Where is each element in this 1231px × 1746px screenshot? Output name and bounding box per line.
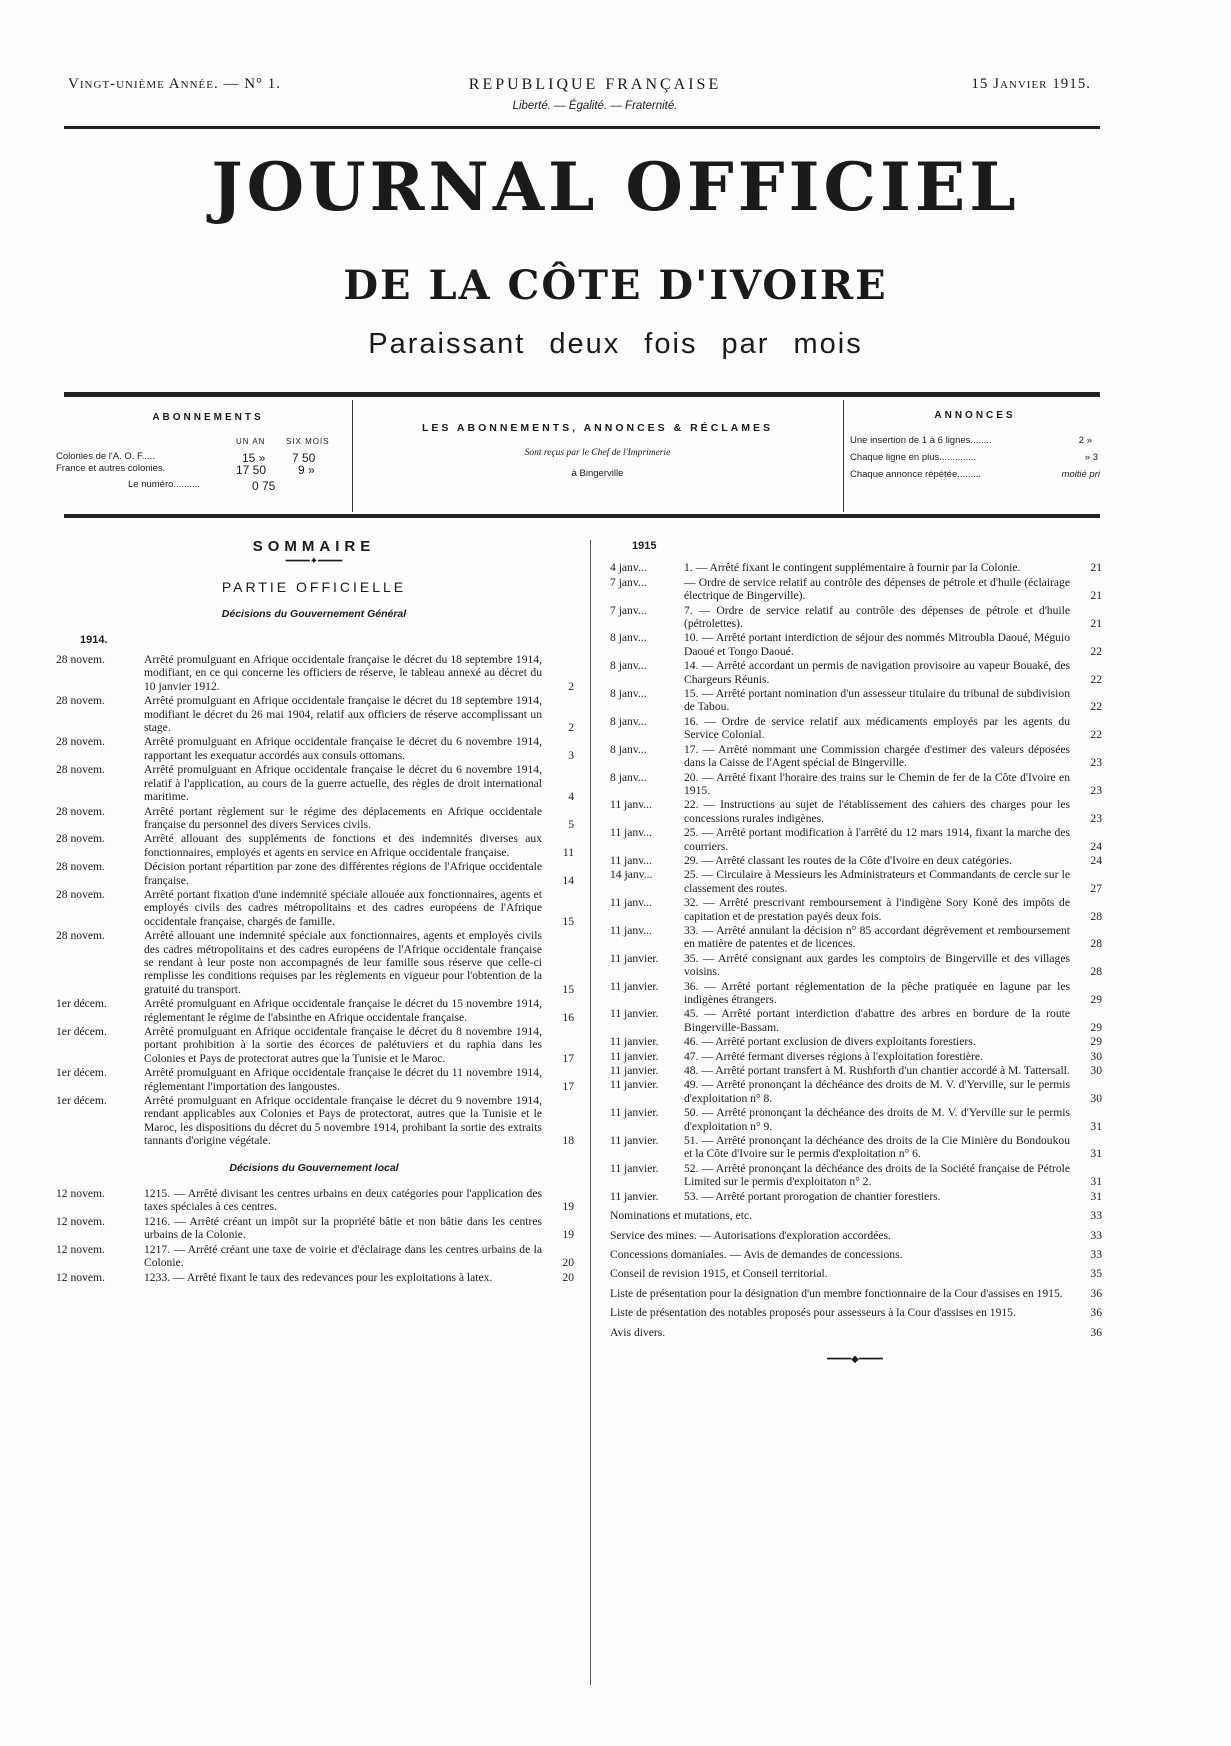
- abonnements-panel: [56, 412, 352, 493]
- entry-text: Arrêté promulguant en Afrique occidentale française le décret du 6 novembre 1914, relatif à l'application, au cours de la guerre actuelle, des règles de droit international maritime.: [144, 763, 542, 804]
- sommaire-entry: [610, 659, 1100, 686]
- issue-date: 15 Janvier 1915.: [971, 76, 1091, 92]
- entry-date: 12 novem.: [56, 1187, 105, 1201]
- entry-page: 22: [1090, 728, 1102, 742]
- sommaire-entry: [610, 896, 1100, 923]
- entry-date: 28 novem.: [56, 735, 105, 749]
- entry-date: 12 novem.: [56, 1214, 105, 1228]
- annonces-panel: [850, 410, 1100, 483]
- entry-page: 33: [1090, 1228, 1102, 1242]
- entry-date: 8 janv...: [610, 659, 647, 673]
- sommaire-entry: [610, 1162, 1100, 1189]
- entry-page: 2: [568, 721, 574, 735]
- entry-page: 19: [562, 1200, 574, 1214]
- sommaire-entry: [610, 1306, 1100, 1319]
- issue-number: Vingt-unième Année. — N° 1.: [68, 76, 282, 92]
- sommaire-entry: [610, 868, 1100, 895]
- sommaire-entry: [56, 763, 572, 803]
- entry-text: 25. — Arrêté portant modification à l'arrêté du 12 mars 1914, fixant la marche des courriers.: [684, 826, 1070, 853]
- entry-date: 11 janvier.: [610, 1134, 659, 1148]
- entry-text: 32. — Arrêté prescrivant remboursement à l'indigène Sory Koné des impôts de capitation et de prestation payés deux fois.: [684, 896, 1070, 923]
- sommaire-entry: [610, 1078, 1100, 1105]
- entry-page: 29: [1090, 1020, 1102, 1034]
- entry-text: Concessions domaniales. — Avis de demandes de concessions.: [610, 1247, 903, 1261]
- entry-date: 28 novem.: [56, 694, 105, 708]
- entry-page: 16: [562, 1010, 574, 1024]
- entry-page: 23: [1090, 811, 1102, 825]
- entry-text: 17. — Arrêté nommant une Commission chargée d'estimer des valeurs déposées dans la Caisse de l'Agent spécial de Bingerville.: [684, 742, 1070, 770]
- end-ornament: ━━━━◆━━━━: [827, 1353, 883, 1365]
- entry-page: 14: [562, 873, 574, 887]
- sommaire-entry: [610, 1267, 1100, 1280]
- entry-text: 1. — Arrêté fixant le contingent supplémentaire à fournir par la Colonie.: [684, 561, 1021, 575]
- entry-page: 30: [1090, 1091, 1102, 1105]
- entry-text: Arrêté promulguant en Afrique occidentale française le décret du 18 septembre 1914, modifiant, en ce qui concerne les officiers de réserve, le tableau annexé au décret du 10 janvier 1912.: [144, 653, 542, 693]
- abonnement-row: France et autres colonies. 17 50 9 »: [56, 463, 315, 477]
- entry-date: 11 janvier.: [610, 1189, 659, 1203]
- entry-page: 33: [1090, 1209, 1102, 1223]
- sommaire-entry: [56, 1243, 572, 1270]
- sommaire-entry: [56, 1094, 572, 1148]
- entry-date: 1er décem.: [56, 1066, 107, 1080]
- entry-page: 27: [1090, 881, 1102, 895]
- entry-page: 36: [1090, 1286, 1102, 1300]
- sommaire-entry: [610, 1287, 1100, 1300]
- entry-page: 35: [1090, 1267, 1102, 1281]
- entry-page: 31: [1090, 1189, 1102, 1203]
- entry-date: 28 novem.: [56, 887, 105, 901]
- entry-page: 36: [1090, 1306, 1102, 1320]
- entry-text: Arrêté allouant des suppléments de fonctions et des indemnités diverses aux fonctionnaires, employés et agents en service en Afrique occidentale française.: [144, 832, 542, 859]
- entry-date: 28 novem.: [56, 860, 105, 874]
- entry-date: 12 novem.: [56, 1242, 105, 1256]
- sommaire-title: SOMMAIRE: [252, 538, 376, 555]
- sommaire-entry: [610, 1007, 1100, 1034]
- sommaire-entry: [56, 860, 572, 887]
- entry-date: 8 janv...: [610, 714, 647, 728]
- sommaire-entry: [610, 980, 1100, 1007]
- sommaire-entry: [610, 798, 1100, 825]
- sommaire-entry: [56, 1271, 572, 1284]
- right-list: [610, 561, 1100, 1203]
- entry-page: 21: [1090, 617, 1102, 631]
- entry-text: 35. — Arrêté consignant aux gardes les comptoirs de Bingerville et des villages voisins.: [684, 951, 1070, 979]
- entry-date: 11 janvier.: [610, 1049, 659, 1063]
- sommaire-entry: [56, 653, 572, 693]
- sommaire-entry: [56, 888, 572, 928]
- entry-text: Conseil de revision 1915, et Conseil territorial.: [610, 1267, 828, 1281]
- entry-text: 45. — Arrêté portant interdiction d'abattre des arbres en bordure de la route Bingerville-Bassam.: [684, 1007, 1070, 1034]
- entry-date: 11 janvier.: [610, 1161, 659, 1175]
- entry-page: 23: [1090, 783, 1102, 797]
- entry-text: Liste de présentation pour la désignation d'un membre fonctionnaire de la Cour d'assises en 1915.: [610, 1286, 1063, 1300]
- entry-date: 11 janv...: [610, 798, 652, 812]
- entry-page: 31: [1090, 1119, 1102, 1133]
- entry-page: 17: [562, 1051, 574, 1065]
- entry-date: 28 novem.: [56, 763, 105, 777]
- sommaire-entry: [610, 1134, 1100, 1161]
- annonce-row: Chaque annonce répétée......... moitié pri: [850, 469, 1100, 480]
- entry-text: 22. — Instructions au sujet de l'établissement des cahiers des charges pour les concessions rurales indigènes.: [684, 798, 1070, 825]
- column-separator: [590, 540, 591, 1685]
- sommaire-right-column: [610, 540, 1100, 1366]
- centre-panel: [352, 422, 843, 479]
- sommaire-entry: [610, 631, 1100, 658]
- entry-text: 53. — Arrêté portant prorogation de chantier forestiers.: [684, 1189, 941, 1203]
- partie-heading: PARTIE OFFICIELLE: [221, 578, 407, 595]
- entry-text: 14. — Arrêté accordant un permis de navigation provisoire au vapeur Bouaké, des Chargeurs Réunis.: [684, 659, 1070, 686]
- annonces-heading: ANNONCES: [934, 410, 1016, 421]
- entry-page: 22: [1090, 672, 1102, 686]
- entry-page: 4: [568, 790, 574, 804]
- entry-text: Arrêté promulguant en Afrique occidentale française le décret du 8 novembre 1914, portant prohibition à la sortie des écorces de palétuviers et du raphia dans les Colonies et Pays de protectorat autres que la Tunisie et le Maroc.: [144, 1025, 542, 1065]
- entry-text: 36. — Arrêté portant réglementation de la pêche pratiquée en lagune par les indigènes étrangers.: [684, 979, 1070, 1006]
- entry-page: 29: [1090, 1035, 1102, 1049]
- entry-page: 21: [1090, 589, 1102, 603]
- entry-text: Service des mines. — Autorisations d'exploration accordées.: [610, 1228, 891, 1242]
- sommaire-left-column: [56, 540, 572, 1285]
- annonce-row: Chaque ligne en plus.............. » 3: [850, 452, 1098, 463]
- entry-page: 11: [562, 845, 574, 859]
- sommaire-entry: [610, 826, 1100, 853]
- journal-subtitle: DE LA CÔTE D'IVOIRE: [343, 262, 888, 309]
- entry-date: 14 janv...: [610, 868, 653, 882]
- entry-page: 3: [568, 748, 574, 762]
- centre-line-2: à Bingerville: [571, 468, 624, 479]
- entry-date: 7 janv...: [610, 603, 647, 617]
- sommaire-entry: [610, 924, 1100, 951]
- right-simple-list: [610, 1209, 1100, 1339]
- entry-date: 11 janv...: [610, 826, 652, 840]
- entry-page: 31: [1090, 1147, 1102, 1161]
- entry-text: Arrêté promulguant en Afrique occidentale française le décret du 15 novembre 1914, réglementant le régime de l'absinthe en Afrique occidentale française.: [144, 997, 542, 1024]
- journal-tagline: Paraissant deux fois par mois: [368, 328, 863, 360]
- sommaire-entry: [610, 576, 1100, 603]
- entry-date: 11 janvier.: [610, 1064, 659, 1078]
- entry-page: 5: [568, 817, 574, 831]
- entry-date: 11 janvier.: [610, 1078, 659, 1092]
- box-top-rule: [64, 392, 1100, 397]
- sommaire-entry: [610, 1248, 1100, 1261]
- entry-date: 11 janvier.: [610, 951, 659, 965]
- sommaire-entry: [56, 735, 572, 762]
- sommaire-entry: [610, 1106, 1100, 1133]
- ornament: ━━━━✦━━━━: [285, 556, 343, 568]
- sommaire-entry: [610, 561, 1100, 574]
- entry-page: 15: [562, 914, 574, 928]
- entry-date: 1er décem.: [56, 1025, 107, 1038]
- entry-date: 8 janv...: [610, 687, 647, 701]
- year-1914: 1914.: [80, 633, 108, 646]
- entry-date: 28 novem.: [56, 804, 105, 818]
- sommaire-entry: [610, 1035, 1100, 1048]
- entry-date: 11 janv...: [610, 853, 652, 867]
- entry-text: 25. — Circulaire à Messieurs les Administrateurs et Commandants de cercle sur le classement des routes.: [684, 868, 1070, 895]
- devise: Liberté. — Égalité. — Fraternité.: [512, 100, 678, 112]
- entry-page: 23: [1090, 756, 1102, 770]
- entry-page: 28: [1090, 909, 1102, 923]
- sommaire-entry: [610, 1064, 1100, 1077]
- sommaire-entry: [56, 997, 572, 1024]
- sommaire-entry: [56, 1187, 572, 1214]
- entry-page: 2: [568, 679, 574, 693]
- entry-date: 28 novem.: [56, 653, 105, 667]
- entry-text: 47. — Arrêté fermant diverses régions à l'exploitation forestière.: [684, 1049, 983, 1063]
- entry-date: 1er décem.: [56, 997, 107, 1011]
- entry-page: 33: [1090, 1247, 1102, 1261]
- entry-date: 8 janv...: [610, 770, 647, 784]
- numero-price: Le numéro.......... 0 75: [128, 479, 276, 493]
- entry-text: Avis divers.: [610, 1325, 666, 1339]
- entry-date: 28 novem.: [56, 929, 105, 943]
- entry-page: 36: [1090, 1325, 1102, 1339]
- entry-page: 31: [1090, 1175, 1102, 1189]
- sommaire-entry: [610, 715, 1100, 742]
- entry-text: 46. — Arrêté portant exclusion de divers exploitants forestiers.: [684, 1035, 976, 1049]
- sommaire-entry: [610, 687, 1100, 714]
- box-bottom-rule: [64, 514, 1100, 518]
- sommaire-entry: [56, 929, 572, 996]
- entry-page: 21: [1090, 561, 1102, 575]
- entry-page: 24: [1090, 839, 1102, 853]
- entry-date: 11 janvier.: [610, 979, 659, 993]
- entry-date: 4 janv...: [610, 561, 647, 575]
- sommaire-entry: [610, 952, 1100, 979]
- entry-text: Arrêté portant règlement sur le régime des déplacements en Afrique occidentale française du personnel des divers Services civils.: [144, 804, 542, 831]
- entry-text: 50. — Arrêté prononçant la déchéance des droits de M. V. d'Yerville sur le permis d'exploitation n° 9.: [684, 1106, 1070, 1133]
- entry-text: Arrêté allouant une indemnité spéciale aux fonctionnaires, agents et employés civils des cadres métropolitains et des cadres européens de l'Afrique occidentale française se rendant à leur poste non accompagnés de leur famille sous réserve que celle-ci remplisse les conditions requises par les règlements en vigueur pour l'obtention de la gratuité du transport.: [144, 929, 542, 996]
- sommaire-entry: [610, 1326, 1100, 1339]
- entry-text: 15. — Arrêté portant nomination d'un assesseur titulaire du tribunal de subdivision de Tabou.: [684, 687, 1070, 714]
- entry-page: 30: [1090, 1064, 1102, 1078]
- entry-text: 1217. — Arrêté créant une taxe de voirie et d'éclairage dans les centres urbains de la Colonie.: [144, 1242, 542, 1270]
- journal-title: JOURNAL OFFICIEL: [211, 148, 1020, 226]
- entry-date: 11 janvier.: [610, 1007, 659, 1021]
- entry-text: 10. — Arrêté portant interdiction de séjour des nommés Mitroubla Daoué, Méguio Daoué et Tongo Daoué.: [684, 631, 1070, 658]
- abonnements-heading: ABONNEMENTS: [152, 412, 264, 423]
- entry-text: 1233. — Arrêté fixant le taux des redevances pour les exploitations à latex.: [144, 1270, 493, 1284]
- entry-page: 15: [562, 982, 574, 996]
- gg-list: [56, 653, 572, 1148]
- sommaire-entry: [56, 1025, 572, 1065]
- entry-page: 20: [562, 1270, 574, 1284]
- centre-heading: LES ABONNEMENTS, ANNONCES & RÉCLAMES: [421, 422, 774, 434]
- sommaire-entry: [610, 1190, 1100, 1203]
- entry-page: 28: [1090, 937, 1102, 951]
- sommaire-entry: [56, 694, 572, 734]
- entry-text: 16. — Ordre de service relatif aux médicaments employés par les agents du Service Colonial.: [684, 714, 1070, 742]
- entry-date: 11 janvier.: [610, 1035, 659, 1049]
- entry-page: 19: [562, 1228, 574, 1242]
- sommaire-entry: [56, 832, 572, 859]
- entry-text: 1215. — Arrêté divisant les centres urbains en deux catégories pour l'application des taxes spéciales à ces centres.: [144, 1187, 542, 1214]
- box-divider-right: [843, 400, 844, 512]
- sommaire-entry: [610, 1050, 1100, 1063]
- entry-date: 12 novem.: [56, 1270, 105, 1284]
- entry-text: 33. — Arrêté annulant la décision n° 85 accordant dégrèvement et remboursement en matière de patentes et de licences.: [684, 923, 1070, 951]
- sommaire-entry: [610, 771, 1100, 798]
- entry-text: 52. — Arrêté prononçant la déchéance des droits de la Société française de Pétrole Limited sur le permis d'exploitaton n° 2.: [684, 1161, 1070, 1189]
- entry-text: Arrêté portant fixation d'une indemnité spéciale allouée aux fonctionnaires, agents et employés civils des cadres métropolitains et des cadres européens de l'Afrique occidentale française, chargés de famille.: [144, 887, 542, 928]
- sommaire-entry: [610, 743, 1100, 770]
- entry-date: 11 janv...: [610, 923, 652, 937]
- sommaire-entry: [610, 1209, 1100, 1222]
- col-un-an: UN AN: [236, 437, 266, 446]
- entry-page: 18: [562, 1134, 574, 1148]
- entry-date: 11 janv...: [610, 896, 652, 910]
- entry-text: 7. — Ordre de service relatif au contrôle des dépenses de pétrole et d'huile (pétrolettes).: [684, 603, 1070, 631]
- entry-text: Nominations et mutations, etc.: [610, 1209, 753, 1223]
- gl-heading: Décisions du Gouvernement local: [229, 1161, 399, 1174]
- col-six-mois: SIX MOIS: [286, 437, 330, 446]
- entry-text: 1216. — Arrêté créant un impôt sur la propriété bâtie et non bâtie dans les centres urbains de la Colonie.: [144, 1214, 542, 1242]
- centre-line-1: Sont reçus par le Chef de l'Imprimerie: [524, 448, 671, 458]
- abonnement-row: Colonies de l'A. O. F..... 15 » 7 50: [56, 451, 316, 465]
- sommaire-entry: [610, 604, 1100, 631]
- entry-text: — Ordre de service relatif au contrôle des dépenses de pétrole et d'huile (éclairage électrique de Bingerville).: [684, 575, 1070, 603]
- entry-date: 8 janv...: [610, 631, 647, 645]
- entry-date: 28 novem.: [56, 832, 105, 846]
- year-1915: 1915: [632, 540, 657, 552]
- sommaire-entry: [610, 1229, 1100, 1242]
- sommaire-entry: [56, 805, 572, 832]
- entry-page: 29: [1090, 993, 1102, 1006]
- gg-heading: Décisions du Gouvernement Général: [221, 608, 407, 621]
- entry-text: Arrêté promulguant en Afrique occidentale française le décret du 18 septembre 1914, modifiant le décret du 26 mai 1904, relatif aux officiers de réserve accomplissant un stage.: [144, 694, 542, 735]
- entry-date: 7 janv...: [610, 575, 647, 589]
- gl-list: [56, 1187, 572, 1284]
- entry-page: 22: [1090, 700, 1102, 714]
- entry-page: 30: [1090, 1049, 1102, 1063]
- annonce-row: Une insertion de 1 à 6 lignes........ 2 »: [850, 435, 1092, 446]
- entry-text: Arrêté promulguant en Afrique occidentale française le décret du 6 novembre 1914, rapportant les exequatur accordés aux consuls ottomans.: [144, 735, 542, 762]
- sommaire-entry: [56, 1066, 572, 1093]
- entry-text: 49. — Arrêté prononçant la déchéance des droits de M. V. d'Yerville, sur le permis d'exploitation n° 8.: [684, 1078, 1070, 1105]
- entry-page: 20: [562, 1256, 574, 1270]
- entry-text: 29. — Arrêté classant les routes de la Côte d'Ivoire en deux catégories.: [684, 853, 1012, 867]
- republic-heading: REPUBLIQUE FRANÇAISE: [468, 76, 722, 93]
- sommaire-entry: [610, 854, 1100, 867]
- entry-text: 20. — Arrêté fixant l'horaire des trains sur le Chemin de fer de la Côte d'Ivoire en 1915.: [684, 770, 1070, 797]
- entry-text: Arrêté promulguant en Afrique occidentale française le décret du 11 novembre 1914, réglementant l'importation des langoustes.: [144, 1066, 542, 1093]
- entry-page: 22: [1090, 644, 1102, 658]
- entry-text: 48. — Arrêté portant transfert à M. Rushforth d'un chantier accordé à M. Tattersall.: [684, 1064, 1070, 1078]
- entry-date: 1er décem.: [56, 1094, 107, 1108]
- entry-date: 8 janv...: [610, 742, 647, 756]
- entry-text: Décision portant répartition par zone des différentes régions de l'Afrique occidentale française.: [144, 860, 542, 887]
- entry-page: 17: [562, 1079, 574, 1093]
- entry-text: Arrêté promulguant en Afrique occidentale française le décret du 9 novembre 1914, rendant applicables aux Colonies et Pays de protectorat, autres que la Tunisie et le Maroc, les dispositions du décret du 5 novembre 1914, prohibant la sortie des extraits tannants d'origine végétale.: [144, 1094, 542, 1148]
- sommaire-entry: [56, 1215, 572, 1242]
- entry-page: 28: [1090, 965, 1102, 979]
- entry-date: 11 janvier.: [610, 1106, 659, 1120]
- entry-text: 51. — Arrêté prononçant la déchéance des droits de la Cie Minière du Bondoukou et la Côte d'Ivoire sur le permis d'exploitation n° 6.: [684, 1134, 1070, 1161]
- entry-text: Liste de présentation des notables proposés pour assesseurs à la Cour d'assises en 1915.: [610, 1306, 1016, 1320]
- entry-page: 24: [1090, 853, 1102, 867]
- header-rule: [64, 126, 1100, 129]
